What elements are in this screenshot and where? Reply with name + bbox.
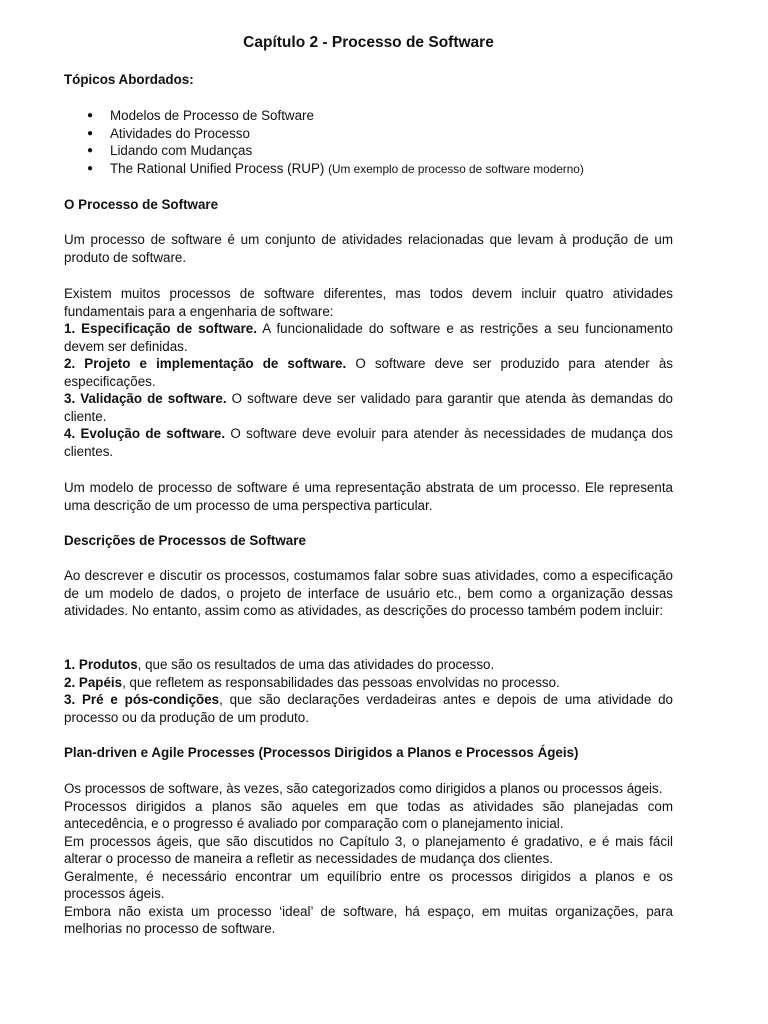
paragraph: Ao descrever e discutir os processos, costumamos falar sobre suas atividades, como a especificação de um modelo de dados, o projeto de interface de usuário etc., bem como a organização dessas atividades. No entanto, assim como as atividades, as descrições do processo também podem incluir:: [64, 568, 673, 618]
paragraph: Os processos de software, às vezes, são categorizados como dirigidos a planos ou processos ágeis.: [64, 781, 663, 796]
description-item: 2. Papéis, que refletem as responsabilidades das pessoas envolvidas no processo.: [64, 674, 560, 690]
paragraph: Em processos ágeis, que são discutidos no Capítulo 3, o planejamento é gradativo, e é mais fácil alterar o processo de maneira a refletir as necessidades de mudança dos clientes.: [64, 833, 673, 866]
paragraph: Geralmente, é necessário encontrar um equilíbrio entre os processos dirigidos a planos e os processos ágeis.: [64, 868, 673, 901]
topics-heading: Tópicos Abordados:: [64, 72, 194, 87]
activity-item: 4. Evolução de software. O software deve evoluir para atender às necessidades de mudança dos clientes.: [64, 426, 673, 459]
paragraph: Um modelo de processo de software é uma representação abstrata de um processo. Ele representa uma descrição de um processo de uma perspectiva particular.: [64, 480, 673, 513]
topic-item: ● Modelos de Processo de Software: [64, 107, 673, 125]
topic-item: ● The Rational Unified Process (RUP) (Um exemplo de processo de software moderno): [64, 160, 673, 179]
paragraph: Embora não exista um processo ‘ideal’ de software, há espaço, em muitas organizações, para melhorias no processo de software.: [64, 903, 673, 936]
topic-note: (Um exemplo de processo de software moderno): [328, 161, 584, 176]
paragraph: Um processo de software é um conjunto de atividades relacionadas que levam à produção de um produto de software.: [64, 232, 673, 265]
section-heading-descricoes: Descrições de Processos de Software: [64, 533, 306, 548]
paragraph: Processos dirigidos a planos são aqueles em que todas as atividades são planejadas com antecedência, e o progresso é avaliado por comparação com o planejamento inicial.: [64, 798, 673, 831]
section-heading-plan-driven: Plan-driven e Agile Processes (Processos Dirigidos a Planos e Processos Ágeis): [64, 745, 579, 760]
plan-driven-block: [64, 780, 673, 938]
description-items: [64, 656, 673, 726]
activity-item: 3. Validação de software. O software deve ser validado para garantir que atenda às demandas do cliente.: [64, 391, 673, 424]
activity-item: 1. Especificação de software. A funcionalidade do software e as restrições a seu funcionamento devem ser definidas.: [64, 321, 673, 354]
paragraph: Existem muitos processos de software diferentes, mas todos devem incluir quatro atividades fundamentais para a engenharia de software:: [64, 286, 673, 319]
description-item: 3. Pré e pós-condições, que são declarações verdadeiras antes e depois de uma atividade do processo ou da produção de um produto.: [64, 692, 673, 725]
description-item: 1. Produtos, que são os resultados de uma das atividades do processo.: [64, 657, 495, 672]
section-heading-processo: O Processo de Software: [64, 197, 219, 212]
topic-item: ● Atividades do Processo: [64, 125, 673, 143]
topics-list: [64, 107, 673, 178]
activity-item: 2. Projeto e implementação de software. O software deve ser produzido para atender às especificações.: [64, 356, 673, 389]
page-title: Capítulo 2 - Processo de Software: [243, 34, 494, 51]
activities-block: [64, 285, 673, 460]
topic-item: ● Lidando com Mudanças: [64, 142, 673, 160]
